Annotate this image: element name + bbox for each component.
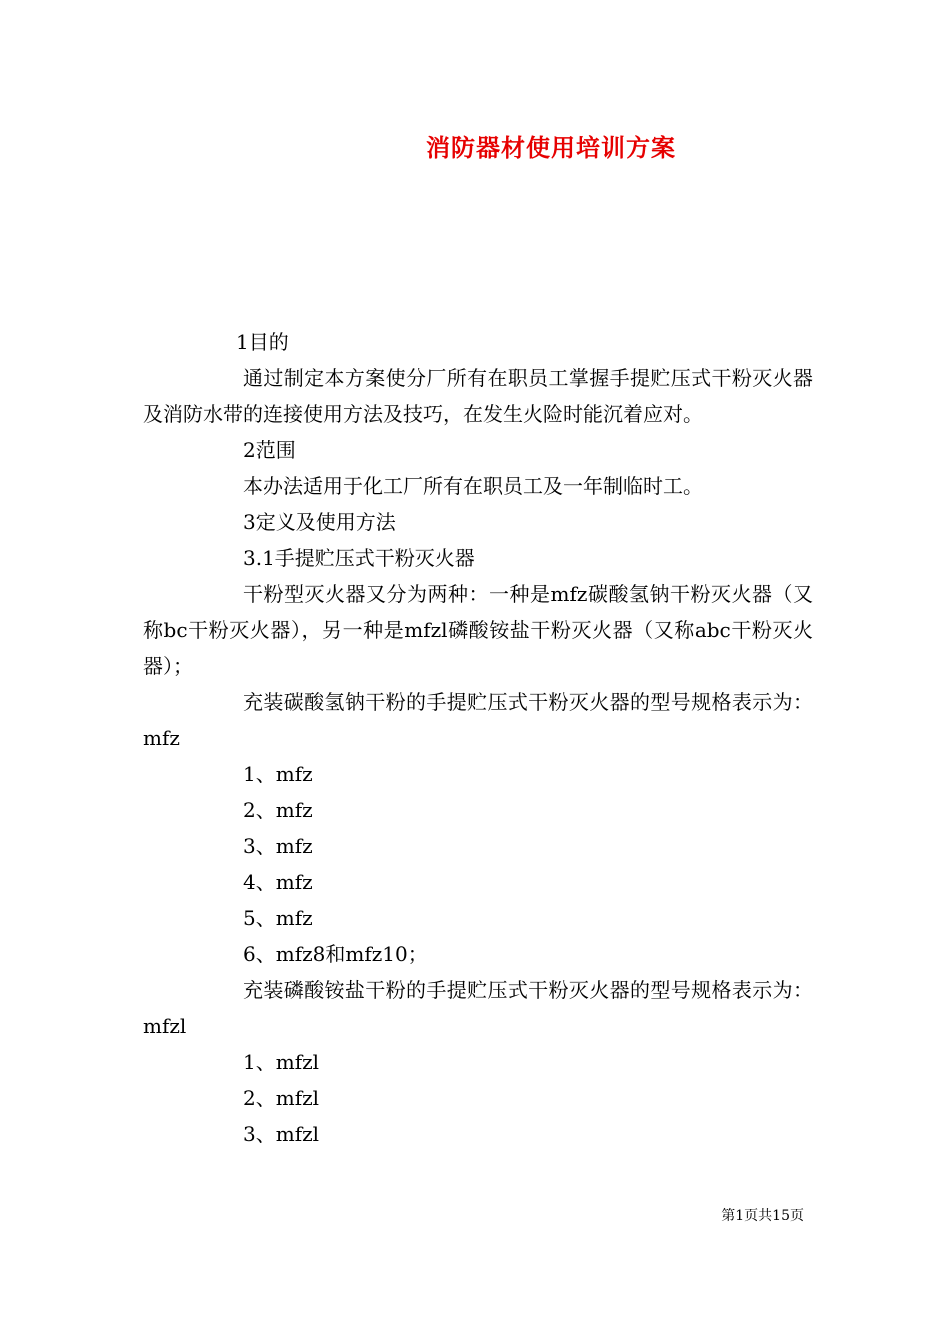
paragraph-purpose: 通过制定本方案使分厂所有在职员工掌握手提贮压式干粉灭火器及消防水带的连接使用方法及技巧，在发生火险时能沉着应对。	[143, 366, 813, 426]
list-item: 5、mfz	[243, 906, 313, 930]
list-item: 3、mfz	[243, 834, 313, 858]
paragraph-powder-types: 干粉型灭火器又分为两种：一种是mfz碳酸氢钠干粉灭火器（又称bc干粉灭火器），另一种是mfzl磷酸铵盐干粉灭火器（又称abc干粉灭火器）；	[143, 582, 813, 678]
list-item: 3、mfzl	[243, 1122, 320, 1146]
list-item: 2、mfzl	[243, 1086, 320, 1110]
list-item: 6、mfz8和mfz10；	[243, 942, 428, 966]
paragraph-mfz-spec: 充装碳酸氢钠干粉的手提贮压式干粉灭火器的型号规格表示为：mfz	[143, 690, 813, 750]
section-heading-scope: 2范围	[243, 438, 296, 462]
list-item: 2、mfz	[243, 798, 313, 822]
paragraph-mfzl-spec: 充装磷酸铵盐干粉的手提贮压式干粉灭火器的型号规格表示为：mfzl	[143, 978, 813, 1038]
list-item: 4、mfz	[243, 870, 313, 894]
paragraph-scope: 本办法适用于化工厂所有在职员工及一年制临时工。	[243, 474, 703, 498]
list-item: 1、mfz	[243, 762, 313, 786]
section-heading-definition: 3定义及使用方法	[243, 510, 396, 534]
section-heading-purpose: 1目的	[236, 330, 289, 354]
document-body	[143, 324, 813, 1152]
subsection-heading-extinguisher: 3.1手提贮压式干粉灭火器	[243, 546, 475, 570]
document-title: 消防器材使用培训方案	[426, 133, 676, 162]
list-item: 1、mfzl	[243, 1050, 320, 1074]
page-number-footer: 第1页共15页	[721, 1208, 804, 1224]
